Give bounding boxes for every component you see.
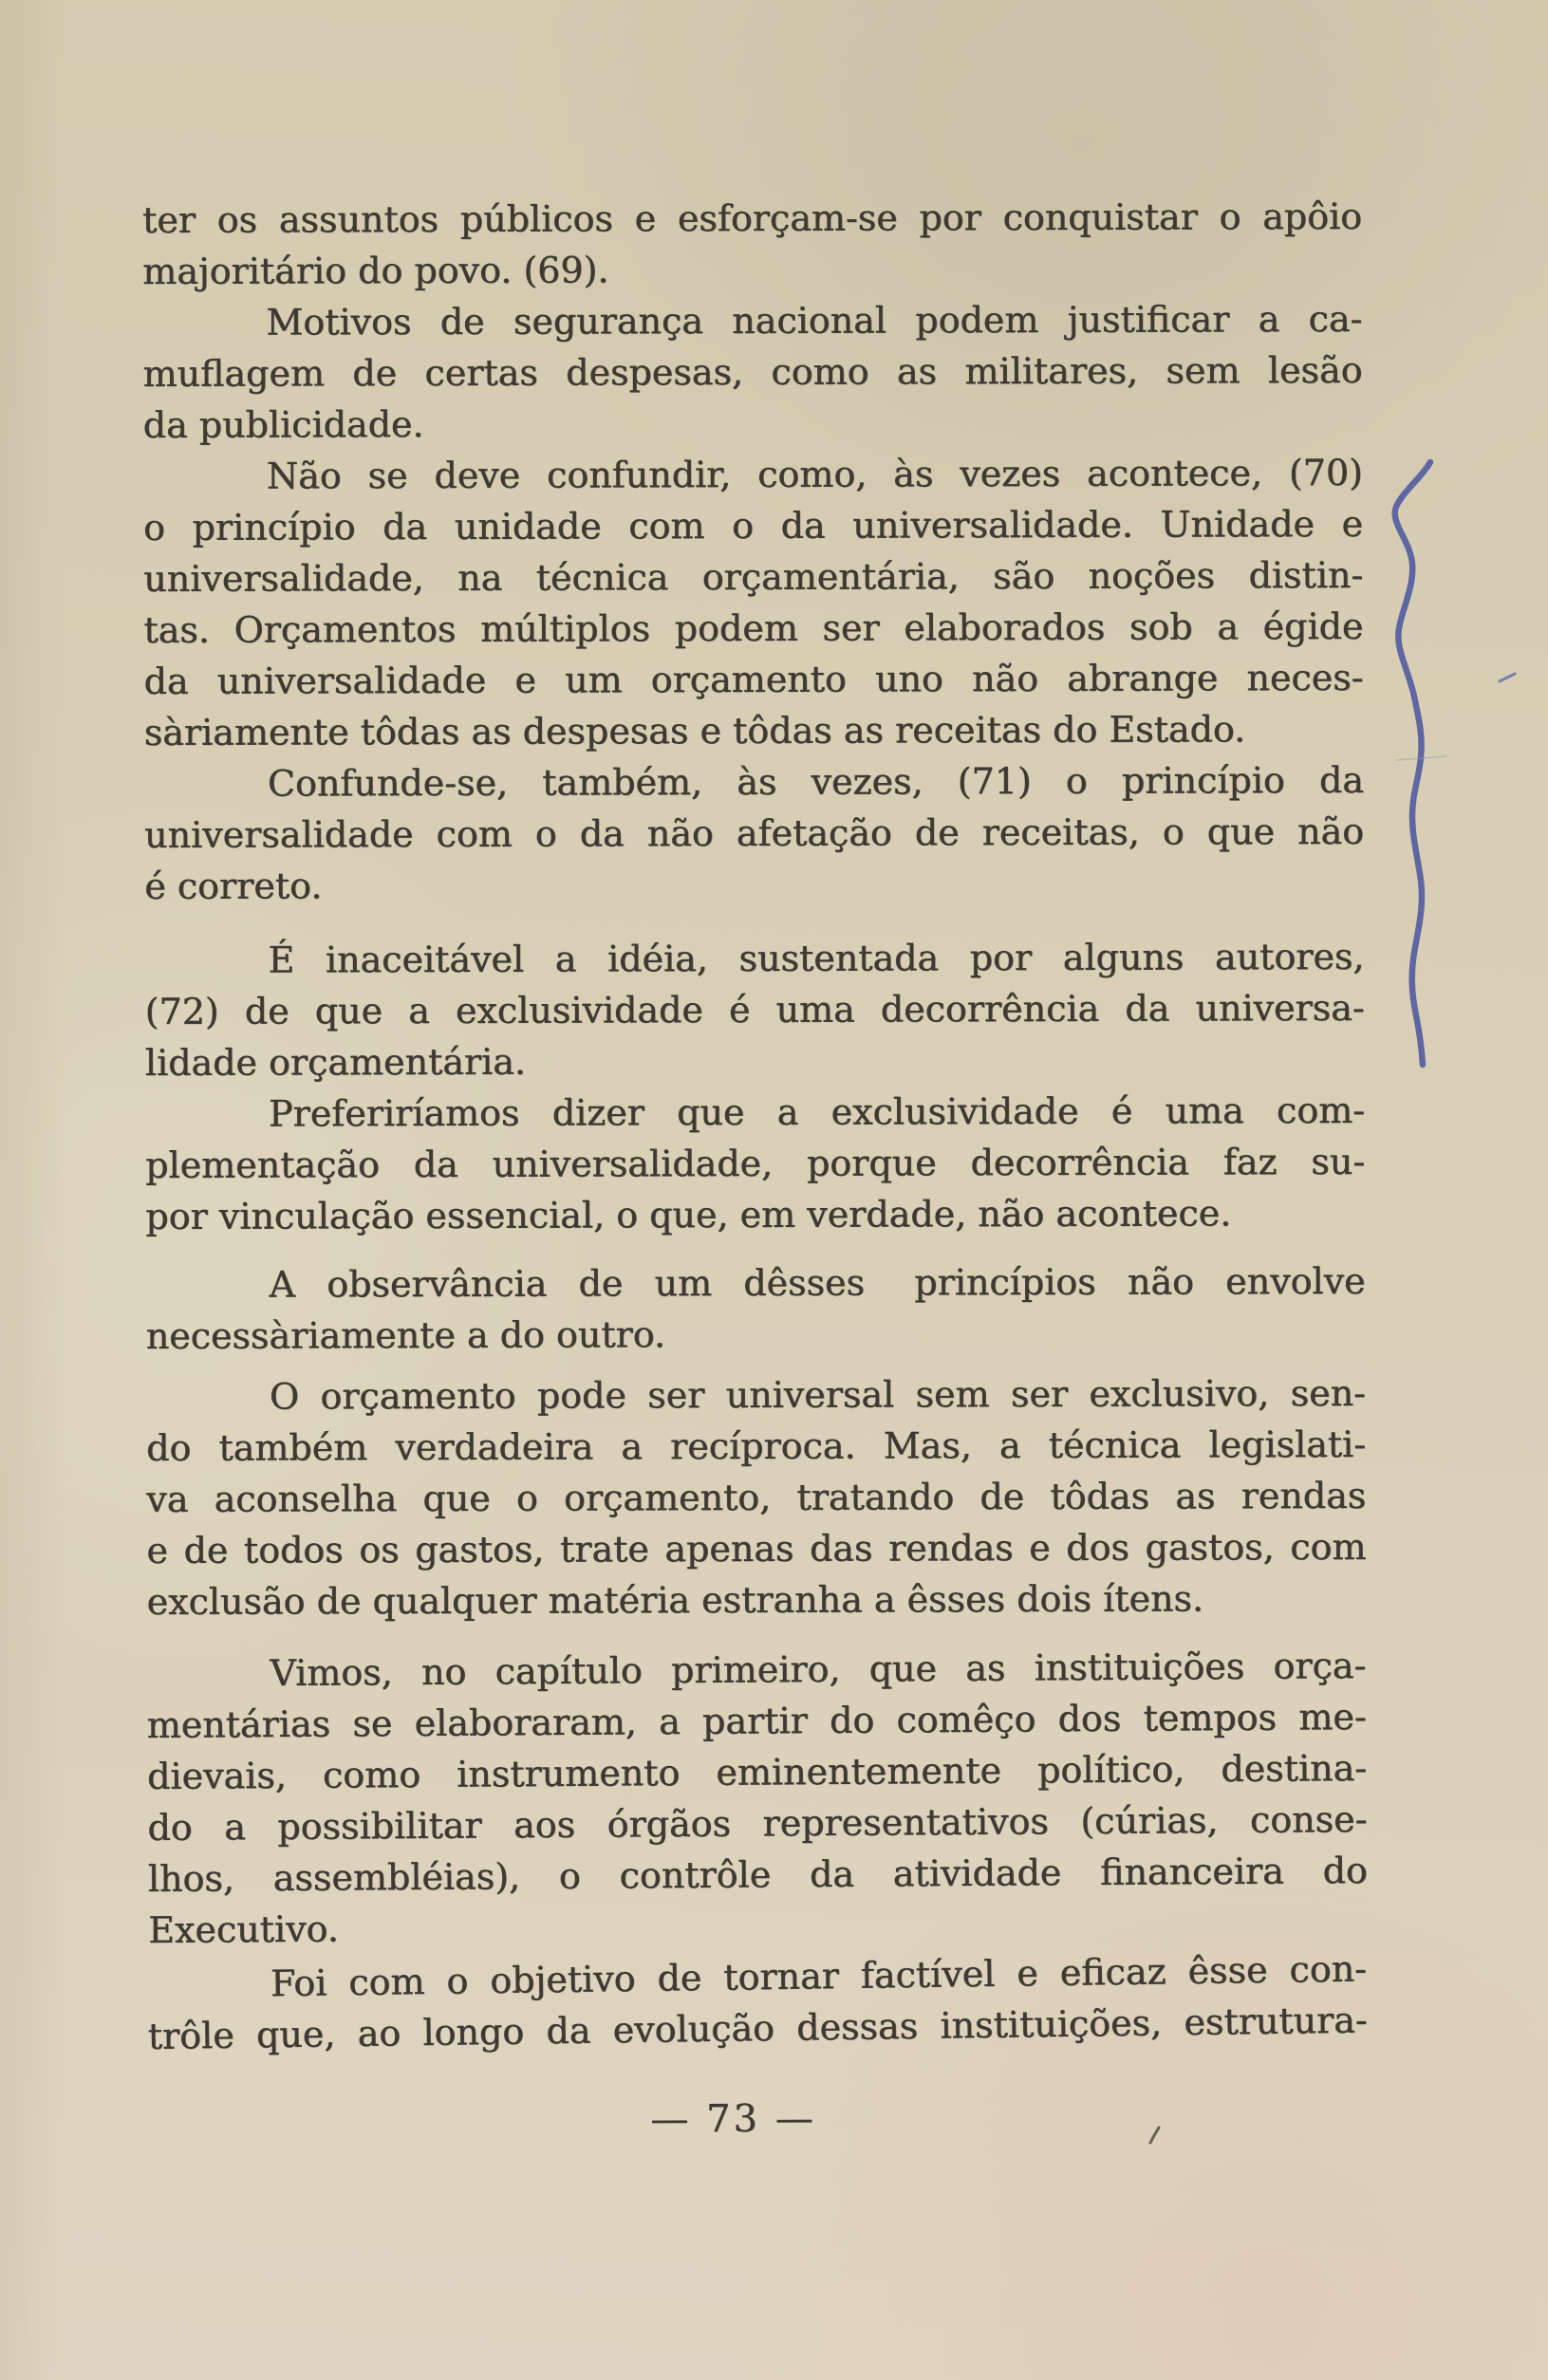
text-line: O orçamento pode ser universal sem ser exclusivo, sen- (269, 1371, 1367, 1418)
text-line: lhos, assembléias), o contrôle da atividade financeira do (147, 1850, 1369, 1900)
paragraph (147, 1943, 1368, 2062)
text-line: Motivos de segurança nacional podem justificar a ca- (266, 297, 1363, 344)
text-line: Preferiríamos dizer que a exclusividade é uma com- (268, 1088, 1366, 1135)
text-line: Foi com o objetivo de tornar factível e eficaz êsse con- (270, 1947, 1368, 2005)
paragraph (144, 931, 1365, 1088)
text-line: trôle que, ao longo da evolução dessas instituições, estrutura- (147, 1999, 1368, 2057)
text-line: Não se deve confundir, como, às vezes acontece, (70) (266, 451, 1363, 497)
paragraph (146, 1640, 1368, 1956)
text-line: o princípio da unidade com o da universalidade. Unidade e (143, 502, 1364, 549)
text-line: e de todos os gastos, trate apenas das rendas e dos gastos, com (146, 1525, 1367, 1571)
scratch-mark (1396, 756, 1446, 760)
text-line: exclusão de qualquer matéria estranha a êsses dois ítens. (146, 1577, 1204, 1623)
text-line: lidade orçamentária. (144, 1040, 527, 1084)
text-line: da universalidade e um orçamento uno não abrange neces- (143, 656, 1364, 702)
text-line: plementação da universalidade, porque decorrência faz su- (145, 1140, 1366, 1186)
text-line: mentárias se elaboraram, a partir do comêço dos tempos me- (146, 1696, 1367, 1746)
text-line: do também verdadeira a recíproca. Mas, a técnica legislati- (146, 1422, 1367, 1469)
text-line: sàriamente tôdas as despesas e tôdas as receitas do Estado. (143, 708, 1246, 753)
text-line: Vimos, no capítulo primeiro, que as instituições orça- (270, 1645, 1367, 1695)
text-line: do a possibilitar aos órgãos representativos (cúrias, conse- (147, 1798, 1368, 1849)
text-line: universalidade, na técnica orçamentária, são noções distin- (143, 553, 1364, 600)
blue-pen-dash-annotation (1500, 674, 1515, 681)
text-line: A observância de um dêsses princípios não envolve (269, 1259, 1366, 1306)
paragraph (145, 1085, 1366, 1242)
text-line: universalidade com o da não afetação de receitas, o que não (144, 809, 1365, 856)
text-line: necessàriamente a do outro. (145, 1313, 666, 1357)
text-line: Executivo. (148, 1907, 340, 1951)
text-line: ter os assuntos públicos e esforçam-se por conquistar o apôio (142, 195, 1363, 241)
text-line: É inaceitável a idéia, sustentada por alguns autores, (268, 935, 1365, 981)
text-line: va aconselha que o orçamento, tratando de tôdas as rendas (146, 1474, 1367, 1520)
text-line: é correto. (144, 865, 323, 907)
page-text-block (142, 191, 1368, 2062)
text-line: da publicidade. (142, 403, 424, 446)
paragraph (143, 447, 1364, 758)
text-line: dievais, como instrumento eminentemente político, destina- (146, 1747, 1368, 1797)
page-number: — 73 — (650, 2096, 816, 2142)
text-line: muflagem de certas despesas, como as militares, sem lesão (142, 348, 1363, 395)
text-line: Confunde-se, também, às vezes, (71) o princípio da (267, 758, 1365, 805)
paragraph (142, 293, 1363, 451)
text-line: por vinculação essencial, o que, em verdade, não acontece. (145, 1192, 1232, 1237)
paragraph (142, 191, 1362, 297)
paragraph (146, 1367, 1367, 1627)
text-line: (72) de que a exclusividade é uma decorrência da universa- (144, 986, 1365, 1032)
paragraph (144, 754, 1365, 912)
text-line: tas. Orçamentos múltiplos podem ser elaborados sob a égide (143, 604, 1364, 651)
text-line: majoritário do povo. (69). (142, 249, 609, 292)
paragraph (146, 1255, 1366, 1362)
blue-pen-brace-annotation (1395, 462, 1430, 1065)
